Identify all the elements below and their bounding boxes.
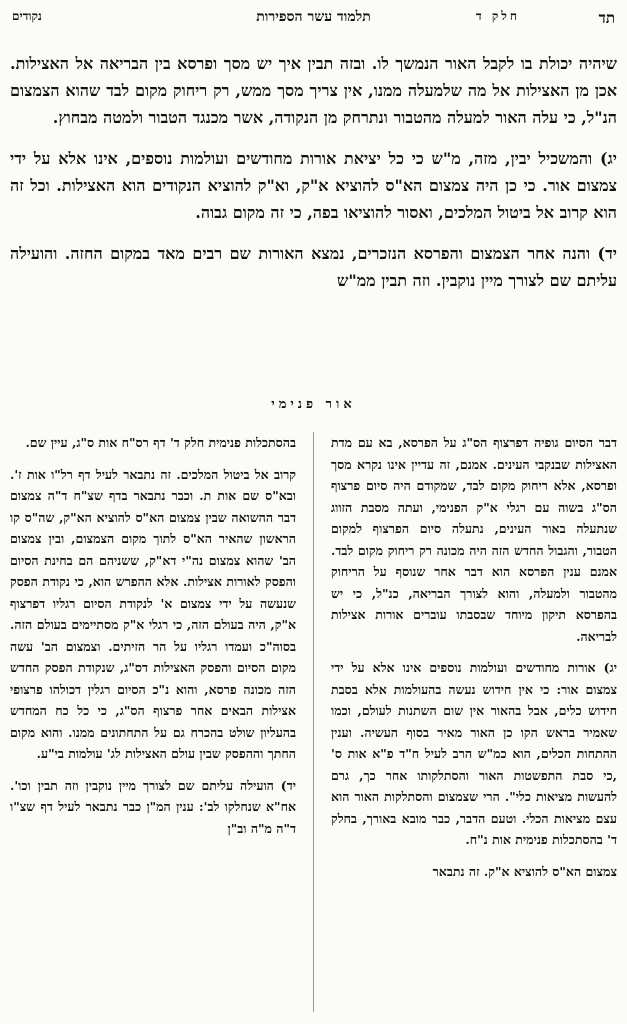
main-text	[10, 50, 617, 308]
commentary-paragraph: בהסתכלות פנימית חלק ד' דף רס"ח אות ס"ג, עיין שם.	[25, 435, 296, 450]
section-tag: נקודים	[12, 9, 42, 23]
running-header	[12, 5, 615, 29]
main-paragraph: שיהיה יכולת בו לקבל האור הנמשך לו. ובזה תבין איך יש מסך ופרסא בין הבריאה אל האצילות. אכן מן האצילות אל מה שלמעלה ממנו, אין צריך מסך ממש, רק ריחוק מקום לבד שהוא הצמצום הנ"ל, כי עלה האור למעלה מהטבור ונתרחק מן הנקודה, אשר מכנגד הטבור ולמטה מבחוץ.	[10, 54, 617, 127]
commentary-paragraph: יד) הועילה עליתם שם לצורך מיין נוקבין וזה תבין וכו'. אח"א שנחלקו לב': ענין המ"ן כבר נתבאר לעיל דף שצ"ו ד"ה מ"ה וב"ן	[10, 777, 296, 836]
main-paragraph: יג) והמשכיל יבין, מזה, מ"ש כי כל יציאת אורות מחודשים ועולמות נוספים, אינו אלא על ידי צמצום אור. כי כן היה צמצום הא"ס להוציא א"ק, וא"ק להוציא הנקודים הוא האצילות. וכל זה הוא קרוב אל ביטול המלכים, ואסור להוציאו בפה, כי זה מקום גבוה.	[10, 149, 617, 222]
book-title: תלמוד עשר הספירות	[256, 9, 371, 25]
part-label: חלק ד	[475, 9, 520, 23]
commentary-paragraph: דבר הסיום גופיה דפרצוף הס"ג על הפרסא, בא עם מדת האצילות שבנקבי העינים. אמנם, זה עדיין אינו נקרא מסך ופרסא, אלא ריחוק מקום לבד, שמקודם היה סיום פרצוף הס"ג בשוה עם רגלי א"ק הפנימי, ועתה מסבת הזווג שנתעלה באור העינים, נתעלה סיום הפרצוף למקום הטבור, והגבול החדש הזה היה מכונה רק ריחוק מקום לבד. אמנם ענין הפרסא הוא דבר אחר שנוסף על הריחוק מהטבור ולמעלה, והוא לצורך הבריאה, כנ"ל, כי יש בהפרסא תיקון מיוחד שבסבתו עוברים אורות אצילות לבריאה.	[331, 435, 617, 644]
commentary-paragraph: צמצום הא"ס להוציא א"ק. זה נתבאר	[432, 863, 617, 879]
commentary-paragraph: יג) אורות מחודשים ועולמות נוספים אינו אלא על ידי צמצום אור: כי אין חידוש נעשה בהעולמות אלא בסבת חידוש כלים, אבל בהאור אין שום השתנות לעולם, וכמו שאמיר בראש הקו כן האור מאיר בסוף העשיה. וענין ההתחות הכלים, הוא כמ"ש הרב לעיל ח"ד פ"א אות ס' ,כי סבת התפשטות האור והסתלקותו אחר כך, גרם להעשות מציאות כלי". הרי שצמצום והסתלקות האור הוא עצם מציאות הכלי. וטעם הדבר, כבר מובא באורך, בחלק ד' בהסתכלות פנימית אות נ"ח.	[331, 660, 617, 847]
commentary-right-column	[331, 432, 617, 892]
commentary-left-column	[10, 432, 296, 849]
main-paragraph: יד) והנה אחר הצמצום והפרסא הנזכרים, נמצא האורות שם רבים מאד במקום החזה. והועילה עליתם שם לצורך מיין נוקבין. וזה תבין ממ"ש	[10, 244, 617, 290]
commentary-title: אור פנימי	[271, 397, 356, 412]
column-divider	[313, 432, 314, 1012]
commentary-paragraph: קרוב אל ביטול המלכים. זה נתבאר לעיל דף רל"ו אות ז'. ובא"ס שם אות ת. וכבר נתבאר בדף שצ"ח ד"ה צמצום דבר ההשואה שבין צמצום הא"ס להוציא הא"ק, שה"ס קו הראשון שהאיר הא"ס לתוך מקום הצמצום, ובין צמצום הב' שהוא צמצום נה"י דא"ק, ששניהם הם בחינת הסיום והפסק לאורות אצילות. אלא ההפרש הוא, כי נקודת הפסק שנעשה על ידי צמצום א' לנקודת הסיום רגליו דפרצוף א"ק, היה בעולם הזה, כי רגלי א"ק מסתיימים בעולם הזה. בסוה"כ ועמדו רגליו על הר הזיתים. וצמצום הב' עשה מקום הסיום והפסק האצילות דס"ג, שנקודת הפסק החדש הזה מכונה פרסא, והוא נ"כ הסיום רגלין דכולהו פרצופי אצילות הבאים אחר פרצוף הס"ג, כי כל כח המחדש בהעליון שולט בהכרח גם על התחתונים ממנו. והוא מקום החתך וההפסק שבין עולם האצילות לג' עולמות בי"ע.	[10, 466, 296, 761]
page-number: תד	[598, 9, 615, 27]
